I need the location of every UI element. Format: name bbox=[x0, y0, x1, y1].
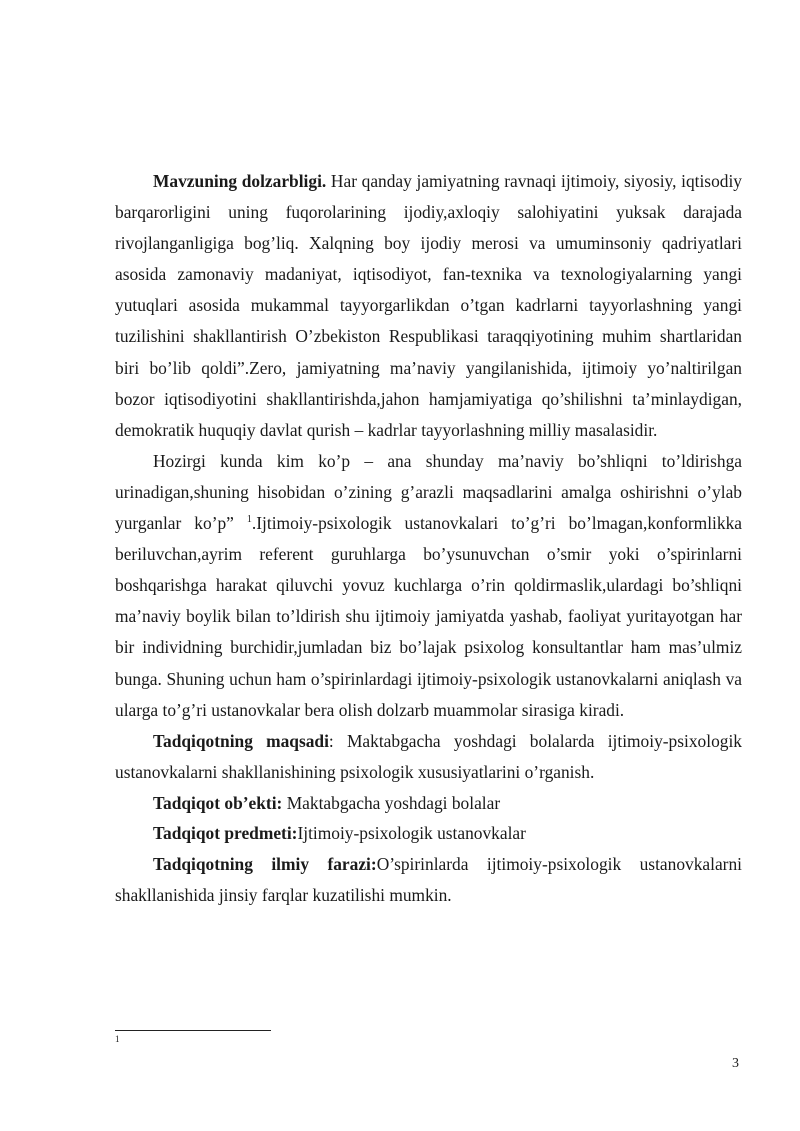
research-subject-heading: Tadqiqot predmeti: bbox=[153, 823, 298, 844]
paragraph-hypothesis bbox=[115, 849, 742, 911]
relevance-heading: Mavzuning dolzarbligi. bbox=[153, 171, 327, 191]
research-goal-heading: Tadqiqotning maqsadi bbox=[153, 730, 329, 751]
paragraph-relevance bbox=[115, 166, 742, 446]
footnote-mark: 1 bbox=[115, 1034, 120, 1044]
paragraph-research-goal bbox=[115, 726, 742, 788]
paragraph-nowadays bbox=[115, 446, 742, 726]
relevance-text: Har qanday jamiyatning ravnaqi ijtimoiy, siyosiy, iqtisodiy barqarorligini uning fuqorolarining ijodiy,axloqiy salohiyatini yuksak darajada rivojlanganligiga bog’liq. Xalqning boy ijodiy merosi va umuminsoniy qadriyatlari asosida zamonaviy madaniyat, iqtisodiyot, fan-texnika va texnologiyalarning yangi yutuqlari asosida mukammal tayyorgarlikdan o’tgan kadrlarni tayyorlashning yangi tuzilishini shakllantirish O’zbekiston Respublikasi taraqqiyotining muhim shartlaridan biri bo’lib qoldi”.Zero, jamiyatning ma’naviy yangilanishida, ijtimoiy yo’naltirilgan bozor iqtisodiyotini shakllantirishda,jahon hamjamiyatiga qo’shilishni ta’minlaydigan, demokratik huquqiy davlat qurish – kadrlar tayyorlashning milliy masalasidir. bbox=[115, 171, 742, 440]
research-object-text: Maktabgacha yoshdagi bolalar bbox=[282, 792, 501, 813]
hypothesis-text: O’spirinlarda ijtimoiy-psixologik ustanovkalarni shakllanishida jinsiy farqlar kuzatilishi mumkin. bbox=[115, 853, 742, 905]
page-number: 3 bbox=[732, 1056, 739, 1071]
paragraph-research-object bbox=[115, 788, 742, 819]
research-subject-text: Ijtimoiy-psixologik ustanovkalar bbox=[297, 823, 526, 844]
research-object-heading: Tadqiqot ob’ekti: bbox=[153, 792, 283, 813]
footnote-reference[interactable]: 1 bbox=[246, 514, 252, 526]
footnote-separator bbox=[115, 1030, 271, 1031]
research-goal-text: : Maktabgacha yoshdagi bolalarda ijtimoiy-psixologik ustanovkalarni shakllanishining psixologik xususiyatlarini o’rganish. bbox=[115, 730, 742, 782]
document-body bbox=[115, 166, 742, 911]
hypothesis-heading: Tadqiqotning ilmiy farazi: bbox=[153, 853, 377, 874]
paragraph-research-subject bbox=[115, 818, 742, 849]
nowadays-text-end: .Ijtimoiy-psixologik ustanovkalari to’g’ri bo’lmagan,konformlikka beriluvchan,ayrim referent guruhlarga bo’ysunuvchan o’smir yoki o’spirinlarni boshqarishga harakat qiluvchi yovuz kuchlarga o’rin qoldirmaslik,ulardagi bo’shliqni ma’naviy boylik bilan to’ldirish shu ijtimoiy jamiyatda yashab, faoliyat yuritayotgan har bir individning burchidir,jumladan biz bo’lajak psixolog konsultantlar ham mas’ulmiz bunga. Shuning uchun ham o’spirinlardagi ijtimoiy-psixologik ustanovkalarni aniqlash va ularga to’g’ri ustanovkalar bera olish dolzarb muammolar sirasiga kiradi. bbox=[115, 513, 742, 720]
nowadays-text-start: Hozirgi kunda kim ko’p – ana shunday ma’naviy bo’shliqni to’ldirishga urinadigan,shuning hisobidan o’zining g’arazli maqsadlarini amalga oshirishni o’ylab yurganlar ko’p” bbox=[115, 450, 742, 534]
